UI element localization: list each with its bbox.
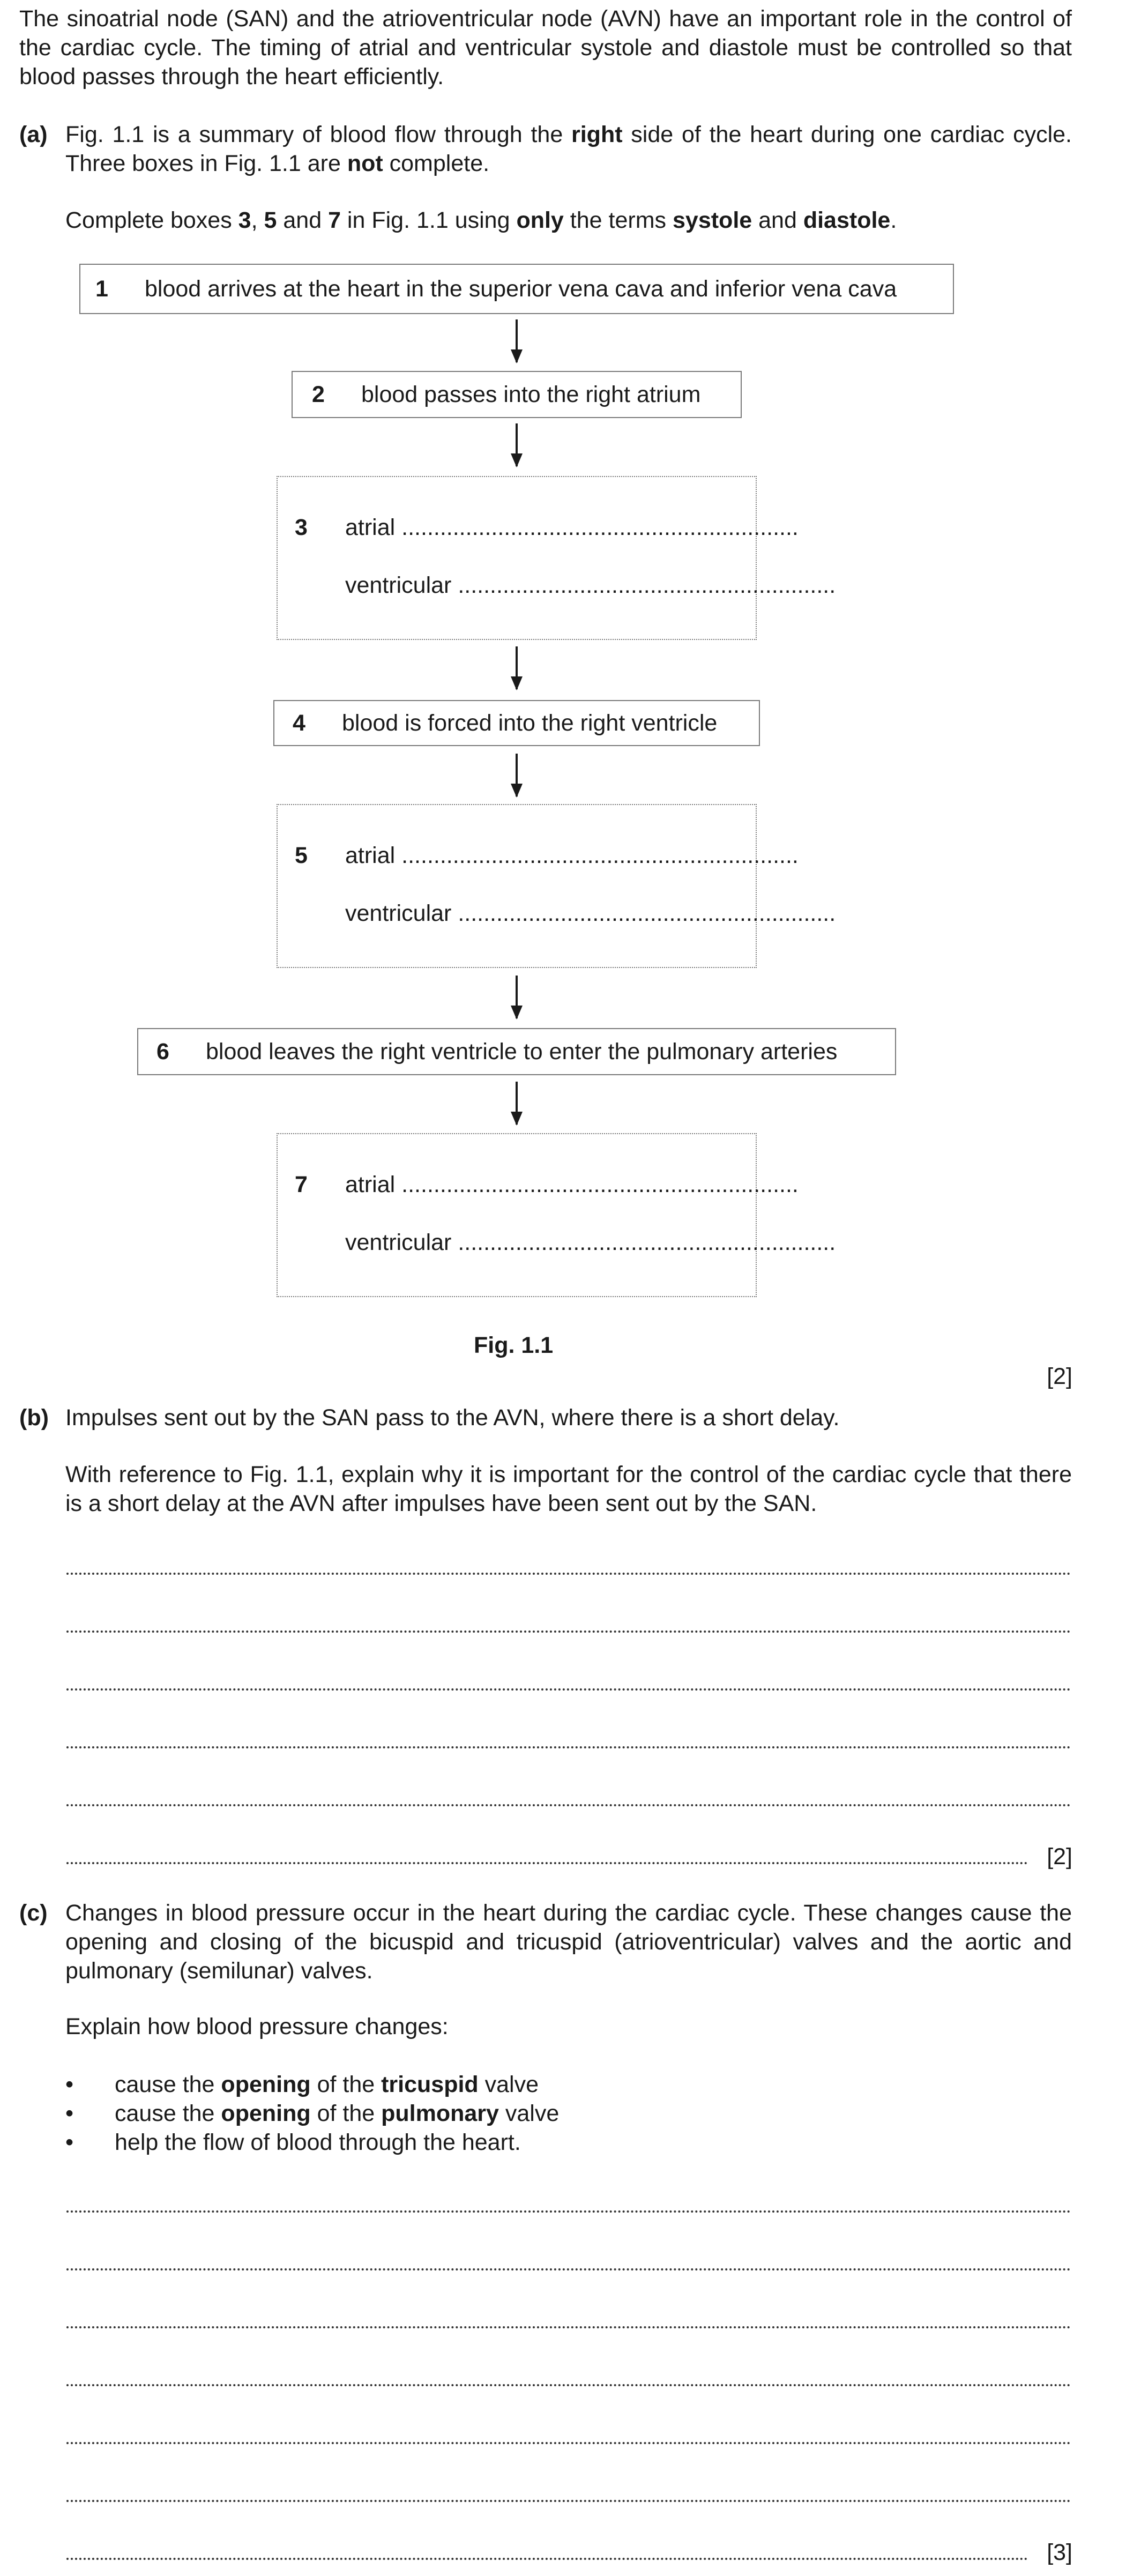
- part-a-bold-right: right: [571, 122, 623, 147]
- flow-box-1-number: 1: [95, 276, 108, 302]
- box-3-ventricular-answer-line[interactable]: ...........................................................: [458, 572, 836, 598]
- part-c-bullet-2: [65, 2099, 560, 2128]
- instr-bold-diastole: diastole: [803, 207, 891, 233]
- part-a-text-2: side of the heart during one cardiac cycle. Three boxes in Fig. 1.1 are: [65, 122, 1072, 176]
- part-c-answer-line-1[interactable]: [66, 2210, 1071, 2213]
- bullet-1-bold-tricuspid: tricuspid: [381, 2072, 479, 2097]
- flow-box-3[interactable]: [277, 476, 836, 640]
- instr-bold-only: only: [516, 207, 564, 233]
- bullet-2-marker: •: [65, 2101, 74, 2126]
- instr-bold-systole: systole: [672, 207, 752, 233]
- part-a-text-3: complete.: [383, 151, 490, 176]
- part-a-question: [65, 120, 1072, 178]
- flow-arrow-3: [516, 646, 518, 689]
- box-7-atrial-row[interactable]: [345, 1172, 799, 1198]
- instr-bold-3: 3: [238, 207, 251, 233]
- box-3-ventricular-row[interactable]: [345, 572, 836, 599]
- flow-box-2-number: 2: [312, 381, 325, 407]
- part-c-answer-line-6[interactable]: [66, 2500, 1071, 2502]
- part-b-answer-line-3[interactable]: [66, 1688, 1071, 1691]
- flow-arrow-1: [516, 319, 518, 362]
- part-b-label: (b): [19, 1405, 49, 1431]
- bullet-2-bold-opening: opening: [221, 2101, 311, 2126]
- flow-box-3-number: 3: [295, 515, 308, 540]
- box-7-atrial-label: atrial: [345, 1172, 396, 1197]
- box-7-atrial-answer-line[interactable]: ..............................................................: [401, 1172, 799, 1197]
- box-5-atrial-answer-line[interactable]: ..............................................................: [401, 843, 799, 868]
- figure-caption: Fig. 1.1: [474, 1332, 554, 1358]
- flow-box-5-number: 5: [295, 843, 308, 868]
- instr-text-4: and: [752, 207, 803, 233]
- flow-box-4: [273, 700, 760, 746]
- box-3-atrial-row[interactable]: [345, 515, 799, 541]
- instr-text-5: .: [890, 207, 897, 233]
- flow-arrow-5: [516, 976, 518, 1018]
- instr-bold-7: 7: [328, 207, 341, 233]
- part-b-answer-line-4[interactable]: [66, 1746, 1071, 1748]
- part-b-answer-line-1[interactable]: [66, 1573, 1071, 1575]
- part-c-text-2: Explain how blood pressure changes:: [65, 2014, 449, 2039]
- bullet-2-text-1: cause the: [115, 2101, 221, 2126]
- part-c-text-1: Changes in blood pressure occur in the heart during the cardiac cycle. These changes cause the opening and closing of the bicuspid and tricuspid (atrioventricular) valves and the aortic and pulmonary (semilunar) valves.: [65, 1900, 1072, 1984]
- flow-box-1-text: blood arrives at the heart in the superior vena cava and inferior vena cava: [145, 276, 897, 302]
- bullet-2-text-3: valve: [498, 2101, 560, 2126]
- box-5-atrial-label: atrial: [345, 843, 396, 868]
- box-5-ventricular-label: ventricular: [345, 900, 452, 926]
- part-c-marks: [3]: [1047, 2540, 1072, 2565]
- instr-bold-5: 5: [264, 207, 277, 233]
- flow-box-1: [79, 264, 954, 314]
- flow-box-6: [137, 1028, 896, 1075]
- part-a-bold-not: not: [347, 151, 383, 176]
- part-a-label: (a): [19, 122, 48, 147]
- flow-arrow-4: [516, 754, 518, 796]
- flow-box-5[interactable]: [277, 804, 836, 968]
- bullet-2-text-2: of the: [310, 2101, 382, 2126]
- part-c-answer-line-7[interactable]: [66, 2558, 1028, 2560]
- bullet-3-text: help the flow of blood through the heart.: [115, 2130, 521, 2155]
- instr-text-2: in Fig. 1.1 using: [340, 207, 517, 233]
- box-7-ventricular-row[interactable]: [345, 1230, 836, 1256]
- instr-text-3: the terms: [563, 207, 673, 233]
- part-a-text-1: Fig. 1.1 is a summary of blood flow through the: [65, 122, 571, 147]
- part-c-answer-line-3[interactable]: [66, 2326, 1071, 2328]
- instr-sep-2: and: [277, 207, 329, 233]
- box-7-ventricular-answer-line[interactable]: ...........................................................: [458, 1230, 836, 1255]
- flow-box-2-text: blood passes into the right atrium: [361, 381, 701, 407]
- part-b-text-1: Impulses sent out by the SAN pass to the AVN, where there is a short delay.: [65, 1405, 840, 1431]
- bullet-1-marker: •: [65, 2072, 74, 2097]
- bullet-1-text-1: cause the: [115, 2072, 221, 2097]
- intro-paragraph: The sinoatrial node (SAN) and the atrioventricular node (AVN) have an important role in the control of the cardiac cycle. The timing of atrial and ventricular systole and diastole must be controlled so that blood passes through the heart efficiently.: [19, 6, 1072, 90]
- flow-box-7-number: 7: [295, 1172, 308, 1197]
- part-a-instruction: [65, 206, 1072, 235]
- bullet-1-bold-opening: opening: [221, 2072, 311, 2097]
- instr-text-1: Complete boxes: [65, 207, 238, 233]
- box-3-atrial-label: atrial: [345, 515, 396, 540]
- flow-box-4-number: 4: [293, 710, 305, 736]
- box-5-ventricular-answer-line[interactable]: ...........................................................: [458, 900, 836, 926]
- part-b-marks: [2]: [1047, 1844, 1072, 1870]
- part-c-answer-line-5[interactable]: [66, 2442, 1071, 2444]
- box-7-ventricular-label: ventricular: [345, 1230, 452, 1255]
- part-a-marks: [2]: [1047, 1364, 1072, 1389]
- bullet-3-marker: •: [65, 2130, 74, 2155]
- part-c-answer-line-2[interactable]: [66, 2268, 1071, 2270]
- flow-box-4-text: blood is forced into the right ventricle: [342, 710, 718, 736]
- bullet-1-text-2: of the: [310, 2072, 382, 2097]
- flow-box-6-text: blood leaves the right ventricle to enter the pulmonary arteries: [206, 1038, 838, 1064]
- flow-arrow-6: [516, 1082, 518, 1125]
- box-5-atrial-row[interactable]: [345, 843, 799, 869]
- box-5-ventricular-row[interactable]: [345, 900, 836, 927]
- instr-sep-1: ,: [251, 207, 264, 233]
- bullet-2-bold-pulmonary: pulmonary: [381, 2101, 499, 2126]
- bullet-1-text-3: valve: [478, 2072, 539, 2097]
- flow-arrow-2: [516, 423, 518, 466]
- part-b-answer-line-5[interactable]: [66, 1804, 1071, 1806]
- part-c-label: (c): [19, 1900, 48, 1926]
- box-3-ventricular-label: ventricular: [345, 572, 452, 598]
- box-3-atrial-answer-line[interactable]: ..............................................................: [401, 515, 799, 540]
- flow-box-2: [292, 371, 742, 418]
- flow-box-7[interactable]: [277, 1133, 836, 1297]
- part-b-text-2: With reference to Fig. 1.1, explain why it is important for the control of the cardiac cycle that there is a short delay at the AVN after impulses have been sent out by the SAN.: [65, 1462, 1072, 1516]
- part-b-answer-line-6[interactable]: [66, 1862, 1028, 1864]
- part-c-bullet-3: [65, 2128, 521, 2157]
- part-b-answer-line-2[interactable]: [66, 1631, 1071, 1633]
- flow-box-6-number: 6: [156, 1038, 169, 1064]
- part-c-bullet-1: [65, 2070, 539, 2099]
- part-c-answer-line-4[interactable]: [66, 2384, 1071, 2386]
